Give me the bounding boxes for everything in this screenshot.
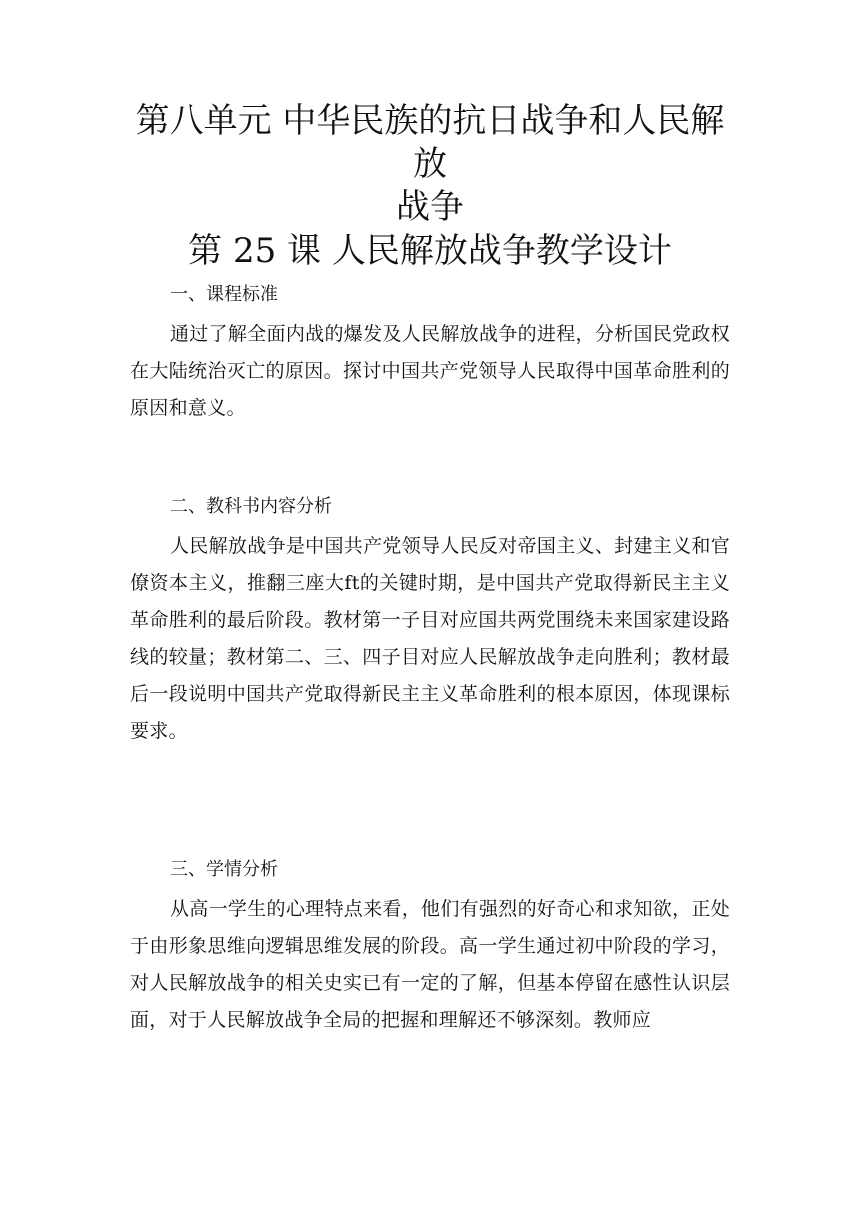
- section-body: 从高一学生的心理特点来看，他们有强烈的好奇心和求知欲，正处于由形象思维向逻辑思维发展的阶段。高一学生通过初中阶段的学习，对人民解放战争的相关史实已有一定的了解，但基本停留在感性认识层面，对于人民解放战争全局的把握和理解还不够深刻。教师应: [130, 898, 730, 1031]
- section-heading: 三、学情分析: [170, 859, 278, 880]
- unit-title-line-1: 第八单元 中华民族的抗日战争和人民解放: [135, 101, 725, 184]
- section-student-analysis: [130, 855, 730, 1039]
- section-body: 人民解放战争是中国共产党领导人民反对帝国主义、封建主义和官僚资本主义，推翻三座大ft的关键时期，是中国共产党取得新民主主义革命胜利的最后阶段。教材第一子目对应国共两党围绕未来国家建设路线的较量；教材第二、三、四子目对应人民解放战争走向胜利；教材最后一段说明中国共产党取得新民主主义革命胜利的根本原因，体现课标要求。: [130, 535, 730, 742]
- lesson-title: 第 25 课 人民解放战争教学设计: [188, 231, 672, 271]
- document-title: [120, 100, 740, 273]
- section-body: 通过了解全面内战的爆发及人民解放战争的进程，分析国民党政权在大陆统治灭亡的原因。探讨中国共产党领导人民取得中国革命胜利的原因和意义。: [130, 323, 730, 419]
- section-curriculum-standard: [130, 280, 730, 427]
- section-textbook-analysis: [130, 492, 730, 750]
- section-heading: 一、课程标准: [170, 284, 278, 305]
- section-heading: 二、教科书内容分析: [170, 496, 332, 517]
- unit-title-line-2: 战争: [396, 187, 464, 227]
